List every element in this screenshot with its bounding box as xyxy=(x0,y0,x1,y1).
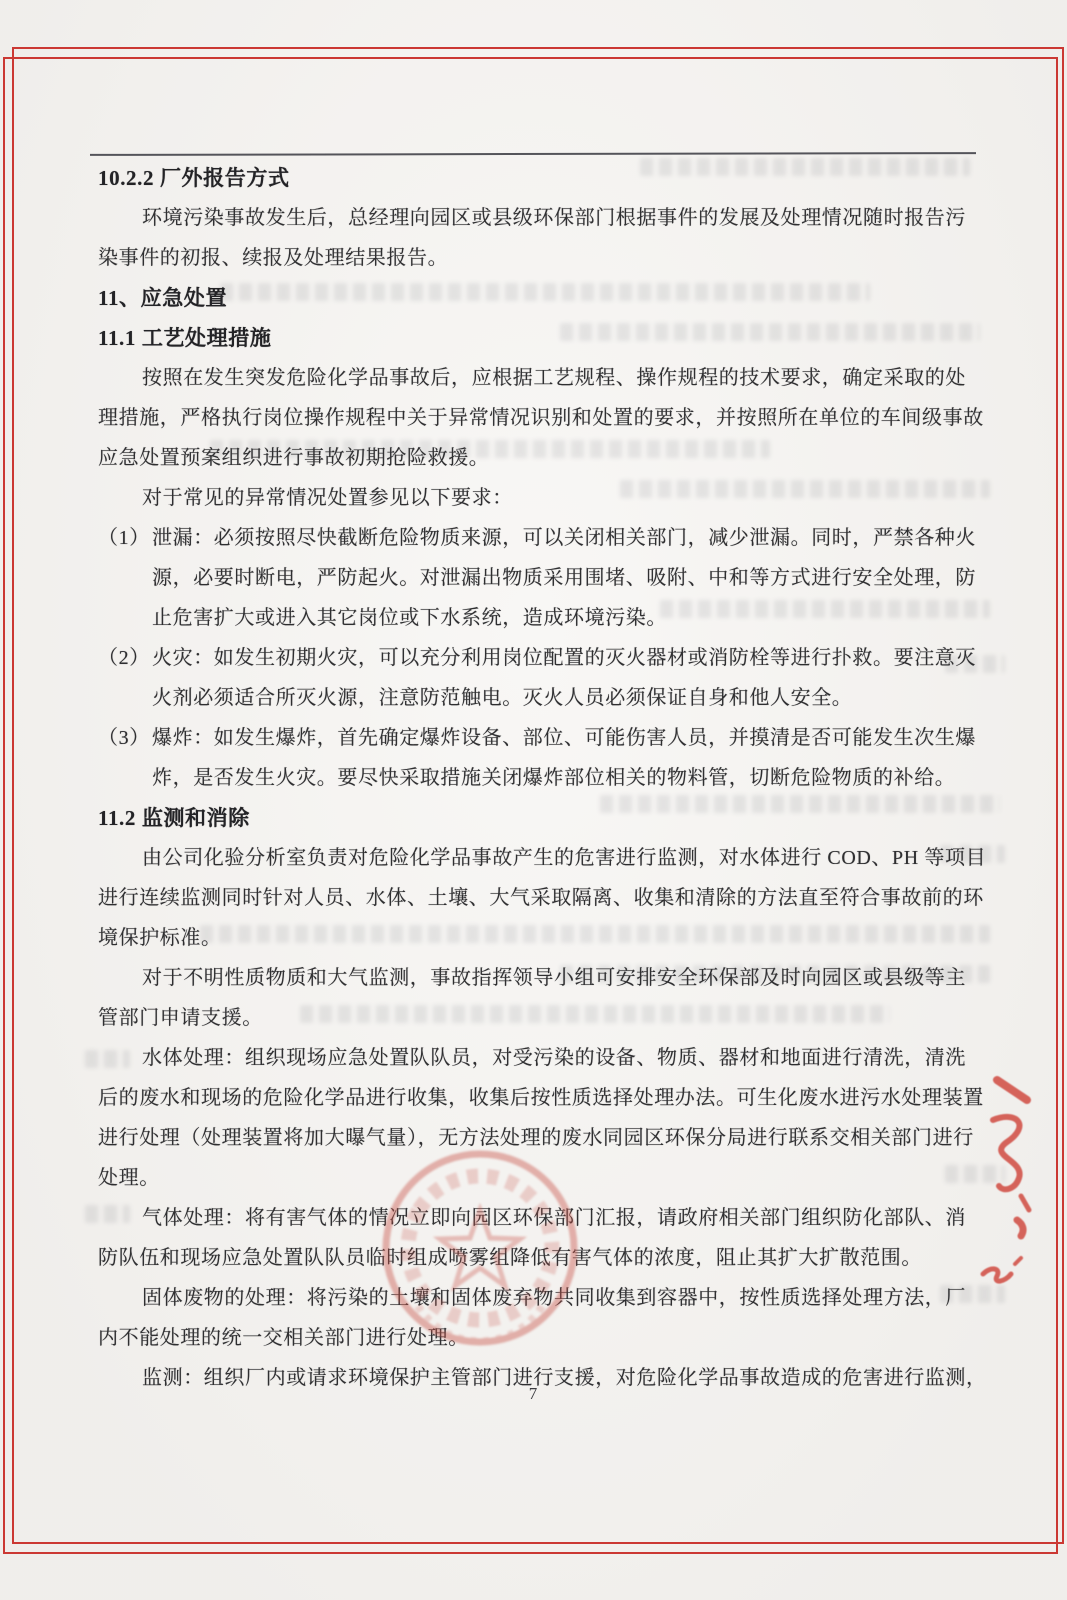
text-line: 监测：组织厂内或请求环境保护主管部门进行支援，对危险化学品事故造成的危害进行监测， xyxy=(142,1367,987,1389)
list-item-text: 泄漏：必须按照尽快截断危险物质来源，可以关闭相关部门，减少泄漏。同时，严禁各种火 xyxy=(152,527,976,549)
text-line: 境保护标准。 xyxy=(98,927,222,949)
page-number: 7 xyxy=(528,1384,539,1403)
text-line: 止危害扩大或进入其它岗位或下水系统，造成环境污染。 xyxy=(152,607,667,629)
text-line: 防队伍和现场应急处置队队员临时组成喷雾组降低有害气体的浓度，阻止其扩大扩散范围。 xyxy=(98,1247,922,1269)
text-line: 内不能处理的统一交相关部门进行处理。 xyxy=(98,1327,469,1349)
list-item-marker: （1） xyxy=(98,527,150,549)
text-line: 环境污染事故发生后，总经理向园区或县级环保部门根据事件的发展及处理情况随时报告污 xyxy=(142,207,966,229)
text-line: 11.1 工艺处理措施 xyxy=(98,326,272,350)
text-line xyxy=(98,518,982,558)
list-item-text: 爆炸：如发生爆炸，首先确定爆炸设备、部位、可能伤害人员，并摸清是否可能发生次生爆 xyxy=(152,727,976,749)
text-line: 10.2.2 厂外报告方式 xyxy=(98,166,290,190)
section-divider-rule xyxy=(90,152,976,156)
text-line xyxy=(98,718,982,758)
text-line: 11.2 监测和消除 xyxy=(98,806,250,830)
text-line: 理措施，严格执行岗位操作规程中关于异常情况识别和处置的要求，并按照所在单位的车间级事故 xyxy=(98,407,984,429)
text-line: 管部门申请支援。 xyxy=(98,1007,263,1029)
text-line: 染事件的初报、续报及处理结果报告。 xyxy=(98,247,449,269)
text-line: 气体处理：将有害气体的情况立即向园区环保部门汇报，请政府相关部门组织防化部队、消 xyxy=(142,1207,966,1229)
text-line xyxy=(98,638,982,678)
text-line: 固体废物的处理：将污染的土壤和固体废弃物共同收集到容器中，按性质选择处理方法，厂 xyxy=(142,1287,966,1309)
text-line: 进行连续监测同时针对人员、水体、土壤、大气采取隔离、收集和清除的方法直至符合事故前的环 xyxy=(98,887,984,909)
text-line: 进行处理（处理装置将加大曝气量），无方法处理的废水同园区环保分局进行联系交相关部门进行 xyxy=(98,1127,974,1149)
text-line: 火剂必须适合所灭火源，注意防范触电。灭火人员必须保证自身和他人安全。 xyxy=(152,687,853,709)
text-line: 对于不明性质物质和大气监测，事故指挥领导小组可安排安全环保部及时向园区或县级等主 xyxy=(142,967,966,989)
text-line: 源，必要时断电，严防起火。对泄漏出物质采用围堵、吸附、中和等方式进行安全处理，防 xyxy=(152,567,976,589)
text-line: 对于常见的异常情况处置参见以下要求： xyxy=(142,487,513,509)
text-line: 处理。 xyxy=(98,1167,160,1189)
list-item-marker: （2） xyxy=(98,647,150,669)
text-line: 炸，是否发生火灾。要尽快采取措施关闭爆炸部位相关的物料管，切断危险物质的补给。 xyxy=(152,767,956,789)
text-line: 后的废水和现场的危险化学品进行收集，收集后按性质选择处理办法。可生化废水进污水处理装置 xyxy=(98,1087,984,1109)
text-line: 按照在发生突发危险化学品事故后，应根据工艺规程、操作规程的技术要求，确定采取的处 xyxy=(142,367,966,389)
text-line: 由公司化验分析室负责对危险化学品事故产生的危害进行监测，对水体进行 COD、PH 等项目 xyxy=(142,847,987,869)
document-body xyxy=(98,158,987,1398)
text-line: 11、应急处置 xyxy=(98,286,228,310)
text-line: 水体处理：组织现场应急处置队队员，对受污染的设备、物质、器材和地面进行清洗，清洗 xyxy=(142,1047,966,1069)
handwritten-red-mark-icon xyxy=(975,1068,1055,1308)
list-item-text: 火灾：如发生初期火灾，可以充分利用岗位配置的灭火器材或消防栓等进行扑救。要注意灭 xyxy=(152,647,976,669)
text-line: 应急处置预案组织进行事故初期抢险救援。 xyxy=(98,447,490,469)
list-item-marker: （3） xyxy=(98,727,150,749)
